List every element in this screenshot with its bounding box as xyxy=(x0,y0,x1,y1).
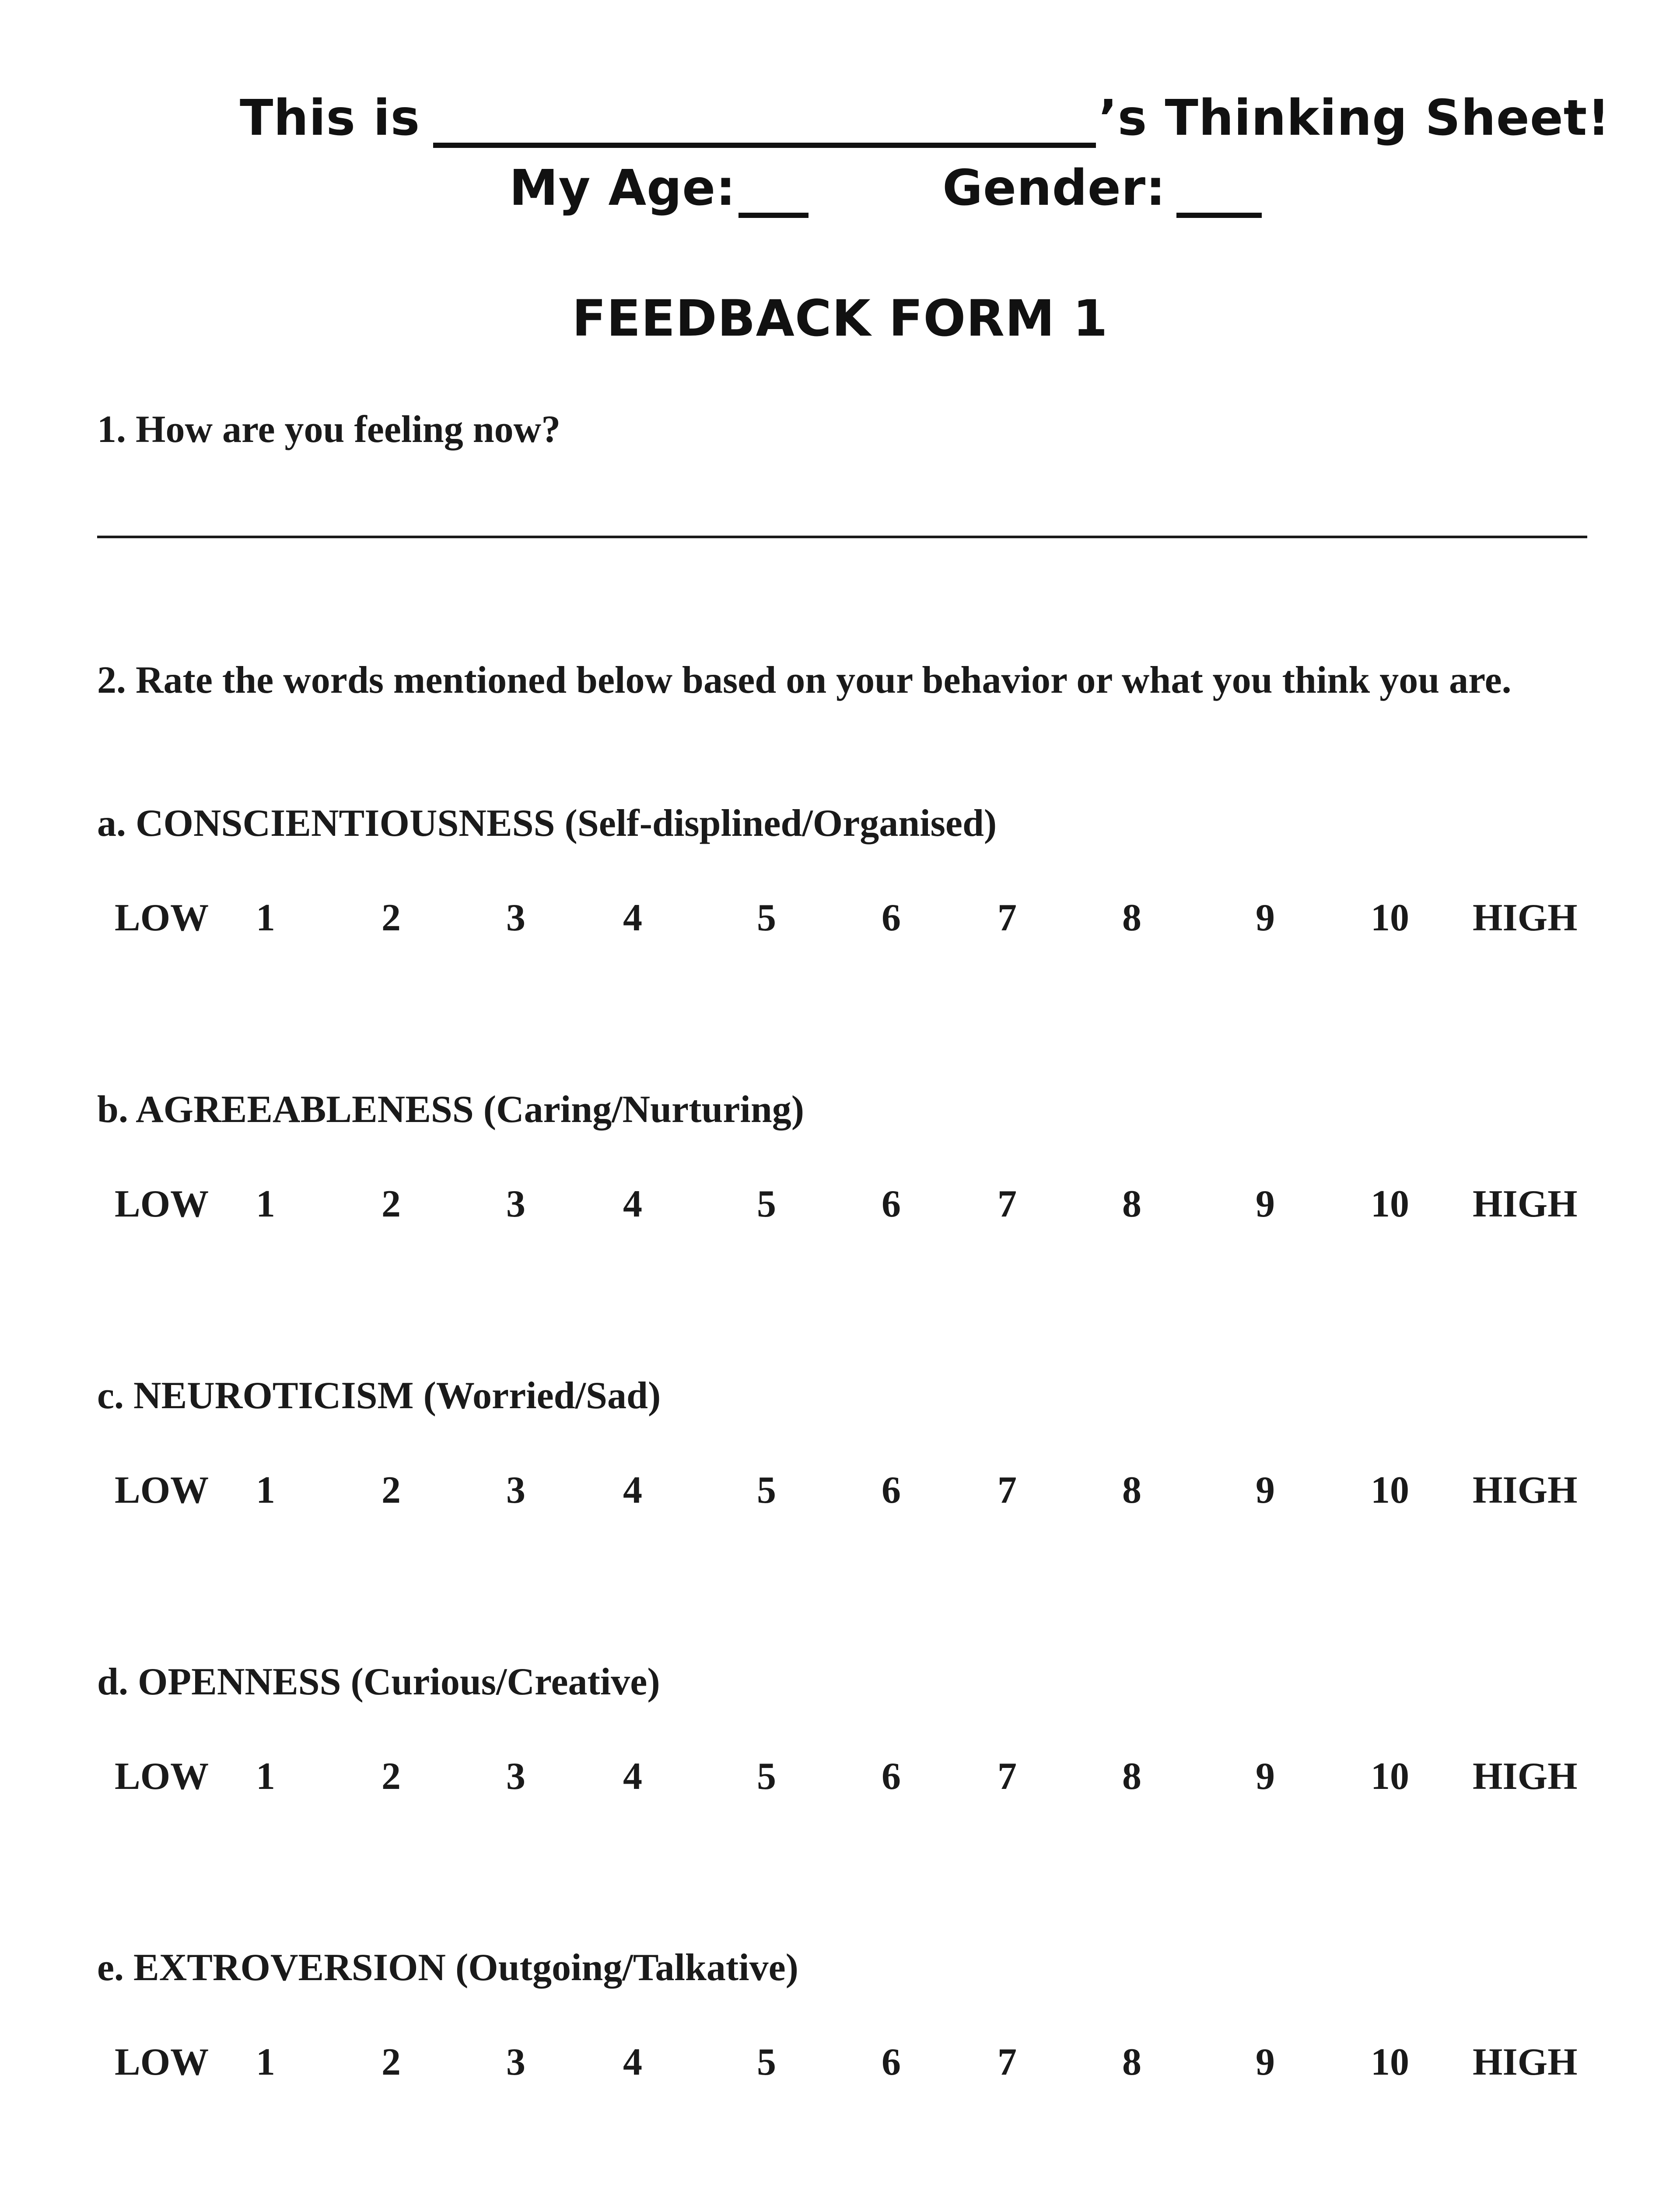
gender-label: Gender: xyxy=(942,160,1166,217)
scale-option-10[interactable]: 10 xyxy=(1371,897,1409,939)
scale-option-5[interactable]: 5 xyxy=(757,1183,776,1225)
scale-option-7[interactable]: 7 xyxy=(998,1183,1017,1225)
question-2: 2. Rate the words mentioned below based on your behavior or what you think you are. xyxy=(97,659,1512,701)
scale-option-2[interactable]: 2 xyxy=(382,2041,401,2083)
scale-option-5[interactable]: 5 xyxy=(757,1469,776,1511)
scale-low-label: LOW xyxy=(115,1183,209,1225)
title-prefix: This is xyxy=(240,90,420,147)
scale-option-2[interactable]: 2 xyxy=(382,1469,401,1511)
scale-option-5[interactable]: 5 xyxy=(757,897,776,939)
scale-option-4[interactable]: 4 xyxy=(623,2041,642,2083)
scale-option-3[interactable]: 3 xyxy=(506,1183,525,1225)
scale-option-7[interactable]: 7 xyxy=(998,1469,1017,1511)
scale-option-1[interactable]: 1 xyxy=(256,1755,275,1798)
scale-high-label: HIGH xyxy=(1473,1183,1578,1225)
scale-option-3[interactable]: 3 xyxy=(506,2041,525,2083)
title-suffix: ’s Thinking Sheet! xyxy=(1099,90,1610,147)
scale-option-5[interactable]: 5 xyxy=(757,2041,776,2083)
trait-label-agreeableness: b. AGREEABLENESS (Caring/Nurturing) xyxy=(97,1088,805,1131)
scale-option-4[interactable]: 4 xyxy=(623,1183,642,1225)
scale-low-label: LOW xyxy=(115,897,209,939)
scale-option-1[interactable]: 1 xyxy=(256,1183,275,1225)
age-gender-line xyxy=(509,153,1264,223)
scale-option-8[interactable]: 8 xyxy=(1122,1755,1141,1798)
scale-option-6[interactable]: 6 xyxy=(882,1183,901,1225)
name-blank[interactable] xyxy=(433,90,1096,148)
scale-option-8[interactable]: 8 xyxy=(1122,1183,1141,1225)
scale-option-3[interactable]: 3 xyxy=(506,897,525,939)
trait-label-extroversion: e. EXTROVERSION (Outgoing/Talkative) xyxy=(97,1946,798,1989)
scale-option-1[interactable]: 1 xyxy=(256,2041,275,2083)
scale-high-label: HIGH xyxy=(1473,2041,1578,2083)
scale-option-4[interactable]: 4 xyxy=(623,1755,642,1798)
scale-option-8[interactable]: 8 xyxy=(1122,897,1141,939)
scale-option-10[interactable]: 10 xyxy=(1371,1755,1409,1798)
trait-label-conscientiousness: a. CONSCIENTIOUSNESS (Self-displined/Organised) xyxy=(97,802,997,845)
scale-option-2[interactable]: 2 xyxy=(382,1183,401,1225)
scale-option-6[interactable]: 6 xyxy=(882,1469,901,1511)
scale-low-label: LOW xyxy=(115,2041,209,2083)
age-label: My Age: xyxy=(509,160,736,217)
form-title: FEEDBACK FORM 1 xyxy=(572,289,1108,347)
scale-option-10[interactable]: 10 xyxy=(1371,1183,1409,1225)
scale-option-10[interactable]: 10 xyxy=(1371,2041,1409,2083)
rating-scale-neuroticism xyxy=(0,1464,1680,1517)
scale-option-5[interactable]: 5 xyxy=(757,1755,776,1798)
scale-low-label: LOW xyxy=(115,1469,209,1511)
scale-option-6[interactable]: 6 xyxy=(882,2041,901,2083)
scale-high-label: HIGH xyxy=(1473,897,1578,939)
scale-high-label: HIGH xyxy=(1473,1755,1578,1798)
scale-option-7[interactable]: 7 xyxy=(998,1755,1017,1798)
sheet-title xyxy=(240,83,1610,153)
scale-low-label: LOW xyxy=(115,1755,209,1798)
scale-option-3[interactable]: 3 xyxy=(506,1755,525,1798)
scale-option-6[interactable]: 6 xyxy=(882,897,901,939)
scale-option-9[interactable]: 9 xyxy=(1256,1469,1275,1511)
scale-option-10[interactable]: 10 xyxy=(1371,1469,1409,1511)
scale-option-9[interactable]: 9 xyxy=(1256,2041,1275,2083)
scale-option-9[interactable]: 9 xyxy=(1256,1183,1275,1225)
question-1-answer-line[interactable] xyxy=(97,536,1587,538)
rating-scale-agreeableness xyxy=(0,1178,1680,1231)
rating-scale-extroversion xyxy=(0,2036,1680,2089)
scale-option-9[interactable]: 9 xyxy=(1256,1755,1275,1798)
scale-option-4[interactable]: 4 xyxy=(623,1469,642,1511)
scale-option-8[interactable]: 8 xyxy=(1122,2041,1141,2083)
scale-option-9[interactable]: 9 xyxy=(1256,897,1275,939)
scale-option-2[interactable]: 2 xyxy=(382,1755,401,1798)
scale-option-2[interactable]: 2 xyxy=(382,897,401,939)
scale-option-1[interactable]: 1 xyxy=(256,897,275,939)
scale-option-4[interactable]: 4 xyxy=(623,897,642,939)
gender-blank[interactable] xyxy=(1176,160,1262,218)
scale-option-8[interactable]: 8 xyxy=(1122,1469,1141,1511)
scale-option-3[interactable]: 3 xyxy=(506,1469,525,1511)
scale-option-1[interactable]: 1 xyxy=(256,1469,275,1511)
rating-scale-conscientiousness xyxy=(0,892,1680,944)
question-1: 1. How are you feeling now? xyxy=(97,408,561,451)
rating-scale-openness xyxy=(0,1750,1680,1803)
scale-high-label: HIGH xyxy=(1473,1469,1578,1511)
age-blank[interactable] xyxy=(738,160,808,218)
trait-label-neuroticism: c. NEUROTICISM (Worried/Sad) xyxy=(97,1375,661,1417)
scale-option-7[interactable]: 7 xyxy=(998,897,1017,939)
scale-option-7[interactable]: 7 xyxy=(998,2041,1017,2083)
trait-label-openness: d. OPENNESS (Curious/Creative) xyxy=(97,1661,660,1703)
scale-option-6[interactable]: 6 xyxy=(882,1755,901,1798)
